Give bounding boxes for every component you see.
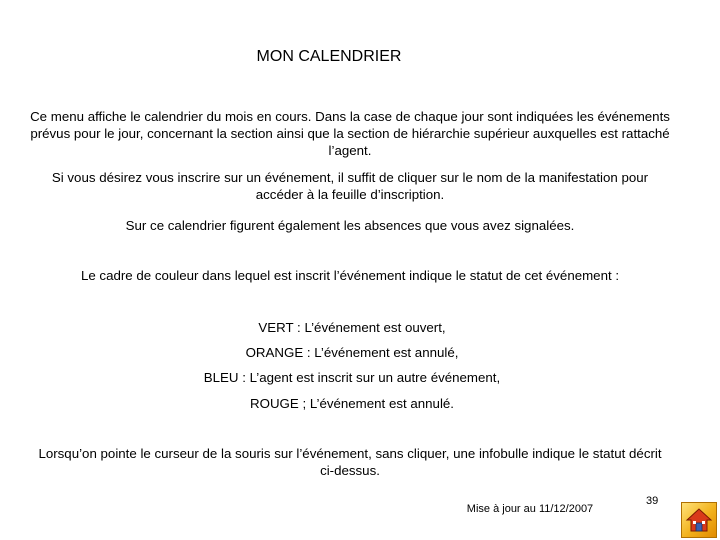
status-orange: ORANGE : L’événement est annulé, <box>245 345 459 360</box>
status-vert: VERT : L’événement est ouvert, <box>258 320 446 335</box>
update-date: Mise à jour au 11/12/2007 <box>466 503 594 515</box>
status-rouge: ROUGE ; L’événement est annulé. <box>250 396 454 411</box>
home-icon <box>685 506 713 534</box>
page-title: MON CALENDRIER <box>256 48 402 65</box>
paragraph-intro: Ce menu affiche le calendrier du mois en cours. Dans la case de chaque jour sont indiquées les événements prévus pour le jour, concernant la section ainsi que la section de hiérarchie supérieur auxquelles est rattaché l’agent. <box>30 109 670 158</box>
home-button[interactable] <box>681 502 717 538</box>
paragraph-inscription: Si vous désirez vous inscrire sur un événement, il suffit de cliquer sur le nom de la manifestation pour accéder à la feuille d’inscription. <box>51 170 649 202</box>
status-bleu: BLEU : L’agent est inscrit sur un autre événement, <box>203 370 501 385</box>
paragraph-absences: Sur ce calendrier figurent également les absences que vous avez signalées. <box>125 218 575 233</box>
page-number: 39 <box>646 495 659 507</box>
paragraph-cadre: Le cadre de couleur dans lequel est inscrit l’événement indique le statut de cet événement : <box>80 268 620 283</box>
paragraph-infobulle: Lorsqu’on pointe le curseur de la souris sur l’événement, sans cliquer, une infobulle indique le statut décrit ci-dessus. <box>38 446 662 478</box>
